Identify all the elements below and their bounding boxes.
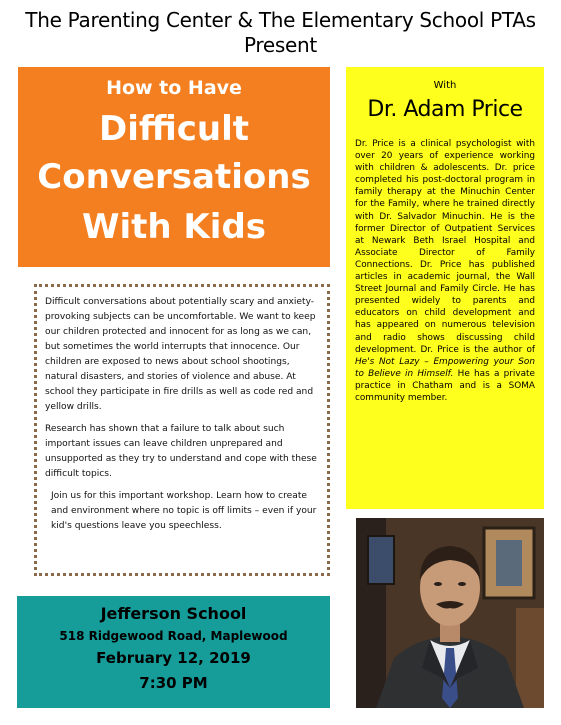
title-line-2: Conversations xyxy=(37,157,311,197)
description-paragraph-1: Difficult conversations about potentially scary and anxiety-provoking subjects can be uncomfortable. We want to keep our children protected and innocent for as long as we can, but sometimes the world interrupts that innocence. Our children are exposed to news about school shootings, natural disasters, and stories of violence and abuse. At school they participate in fire drills as well as code red and yellow drills. xyxy=(45,297,316,412)
event-address: 518 Ridgewood Road, Maplewood xyxy=(59,629,288,643)
speaker-portrait-image xyxy=(356,518,544,708)
event-time: 7:30 PM xyxy=(139,674,208,692)
speaker-name: Dr. Adam Price xyxy=(367,97,523,122)
event-date: February 12, 2019 xyxy=(96,649,251,667)
header-present: Present xyxy=(244,33,317,57)
title-pre: How to Have xyxy=(106,77,242,99)
speaker-bio xyxy=(355,138,535,404)
speaker-photo xyxy=(356,518,544,708)
speaker-with: With xyxy=(433,80,457,91)
description-paragraph-3: Join us for this important workshop. Learn how to create and environment where no topic is off limits – even if your kid's questions leave you speechless. xyxy=(51,491,317,531)
book-title: He's Not Lazy – Empowering your Son to Believe in Himself. xyxy=(355,356,535,379)
event-details-box xyxy=(17,596,330,708)
event-title-box xyxy=(18,67,330,267)
flyer-header xyxy=(0,8,561,58)
title-line-3: With Kids xyxy=(81,207,267,247)
speaker-box xyxy=(346,67,544,509)
event-location: Jefferson School xyxy=(100,604,247,623)
description-paragraph-2: Research has shown that a failure to talk about such important issues can leave children unprepared and unsupported as they try to understand and cope with these difficult topics. xyxy=(45,424,317,479)
description-box xyxy=(34,284,330,576)
bio-text-1: Dr. Price is a clinical psychologist with over 20 years of experience working with children & adolescents. Dr. price completed his post-doctoral program in family therapy at the Minuchin Center for the Family, where he trained directly with Dr. Salvador Minuchin. He is the former Director of Outpatient Services at Newark Beth Israel Hospital and Associate Director of Family Connections. Dr. Price has published articles in academic journal, the Wall Street Journal and Family Circle. He has presented widely to parents and educators on child development and has appeared on numerous television and radio shows discussing child development. Dr. Price is the author of xyxy=(355,139,535,355)
bio-text-2: He has a private practice in Chatham and is a SOMA community member. xyxy=(355,368,535,403)
header-presenters: The Parenting Center & The Elementary School PTAs xyxy=(25,8,536,32)
title-line-1: Difficult xyxy=(98,109,250,149)
